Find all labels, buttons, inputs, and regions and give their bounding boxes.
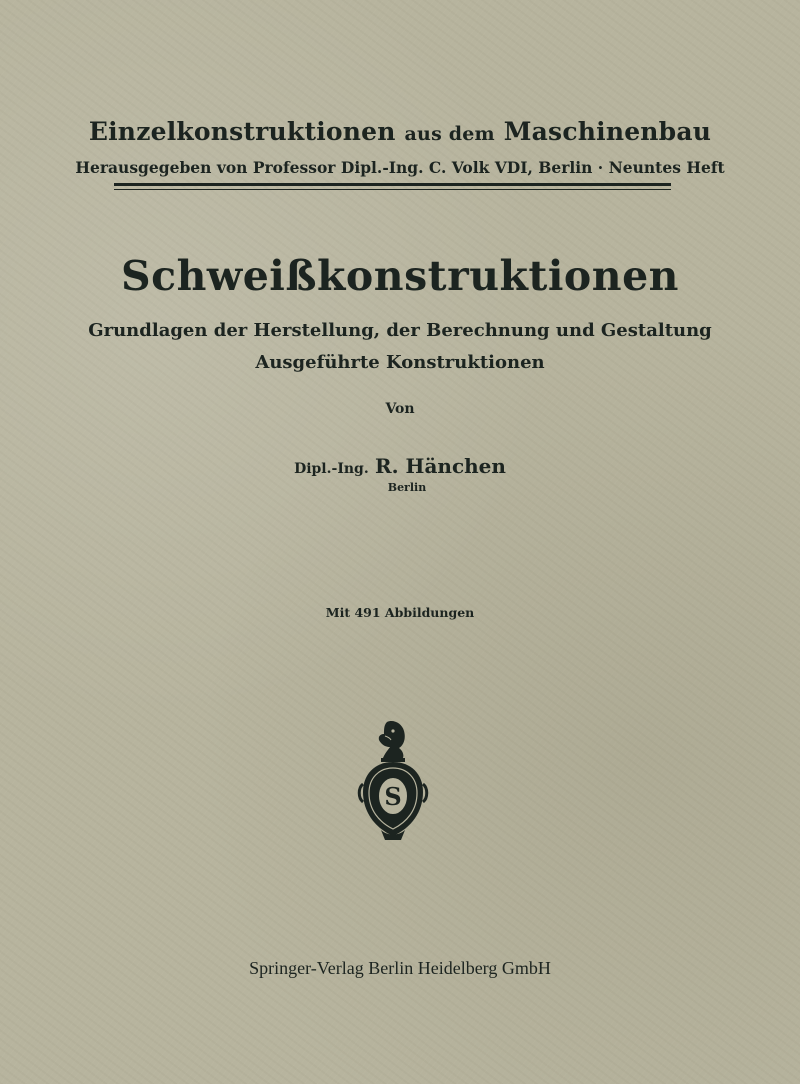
book-title: Schweißkonstruktionen <box>121 252 679 300</box>
series-title-part1: Einzelkonstruktionen <box>88 117 396 146</box>
publisher-name: Springer-Verlag Berlin Heidelberg GmbH <box>249 958 551 978</box>
logo-letter: S <box>384 782 402 811</box>
series-title <box>0 117 800 146</box>
series-title-part2: aus dem <box>404 123 495 145</box>
header-rule-thick <box>114 183 671 186</box>
author-prefix: Dipl.-Ing. <box>294 461 369 477</box>
series-editor-line: Herausgegeben von Professor Dipl.-Ing. C. Volk VDI, Berlin · Neuntes Heft <box>75 158 725 177</box>
author-name: R. Hänchen <box>375 454 506 478</box>
springer-chess-knight-logo-icon <box>357 718 429 842</box>
author-line <box>0 454 800 478</box>
book-subtitle-line2: Ausgeführte Konstruktionen <box>255 352 545 373</box>
book-subtitle-line1: Grundlagen der Herstellung, der Berechnung und Gestaltung <box>88 320 712 341</box>
series-title-part3: Maschinenbau <box>503 117 712 146</box>
header-rule-thin <box>114 189 671 190</box>
illustrations-note: Mit 491 Abbildungen <box>325 605 475 620</box>
author-city: Berlin <box>387 481 427 494</box>
by-label: Von <box>385 401 415 417</box>
